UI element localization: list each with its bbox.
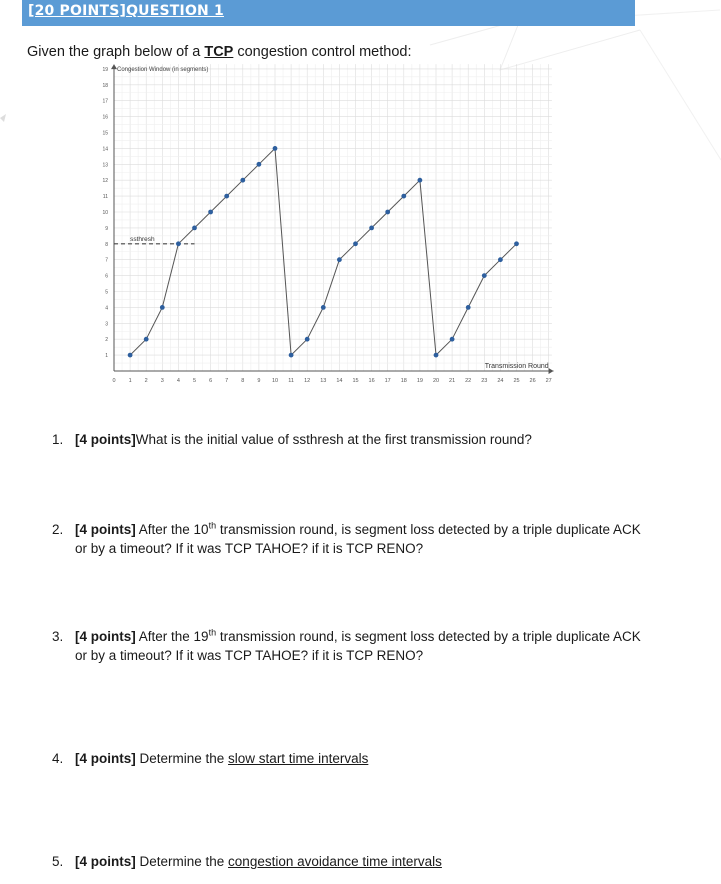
data-point: [482, 273, 487, 278]
intro-text: Given the graph below of a TCP congestion control method:: [27, 44, 412, 60]
x-tick-label: 20: [432, 378, 440, 384]
x-tick-label: 19: [416, 378, 423, 384]
x-tick-label: 3: [160, 378, 164, 384]
data-point: [305, 337, 310, 342]
y-tick-label: 10: [102, 210, 108, 216]
x-tick-label: 8: [241, 378, 245, 384]
data-point: [401, 194, 406, 199]
data-point: [498, 257, 503, 262]
data-point: [240, 178, 245, 183]
x-tick-label: 0: [112, 378, 116, 384]
x-tick-label: 24: [497, 378, 504, 384]
ssthresh-label: ssthresh: [130, 235, 155, 243]
y-tick-label: 18: [102, 82, 108, 89]
x-tick-label: 18: [400, 378, 407, 384]
x-tick-label: 11: [288, 378, 294, 384]
y-tick-label: 8: [105, 241, 108, 248]
y-tick-label: 13: [102, 162, 108, 169]
x-tick-label: 21: [449, 378, 456, 384]
congestion-window-chart: [95, 58, 565, 388]
data-point: [353, 241, 358, 246]
x-tick-label: 23: [481, 378, 488, 384]
x-tick-label: 12: [304, 378, 311, 384]
y-axis-label: Congestion Window (in segments): [117, 66, 209, 73]
x-axis-label: Transmission Round: [484, 363, 549, 370]
x-tick-label: 7: [225, 378, 229, 384]
x-tick-label: 25: [513, 378, 520, 384]
x-tick-label: 15: [352, 378, 359, 384]
y-tick-label: 11: [102, 194, 108, 201]
x-tick-label: 26: [529, 378, 536, 384]
data-point: [434, 353, 439, 358]
y-tick-label: 17: [102, 98, 108, 105]
data-point: [144, 337, 149, 342]
data-point: [160, 305, 165, 310]
section-title: [20 POINTS]QUESTION 1: [28, 3, 224, 19]
x-tick-label: 10: [271, 378, 279, 384]
x-axis-arrow: [549, 368, 554, 374]
data-point: [321, 305, 326, 310]
data-point: [208, 210, 213, 215]
data-point: [289, 353, 294, 358]
y-tick-label: 19: [102, 66, 108, 73]
data-point: [192, 226, 197, 231]
x-tick-label: 27: [545, 378, 552, 384]
x-tick-label: 4: [176, 378, 180, 384]
data-point: [466, 305, 471, 310]
y-tick-label: 6: [105, 273, 108, 280]
y-tick-label: 14: [102, 146, 108, 153]
y-tick-label: 7: [105, 257, 108, 264]
y-tick-label: 16: [102, 114, 108, 121]
data-point: [224, 194, 229, 199]
data-point: [450, 337, 455, 342]
y-tick-label: 4: [105, 305, 108, 312]
data-point: [369, 226, 374, 231]
x-tick-label: 17: [384, 378, 391, 384]
data-point: [514, 241, 519, 246]
data-point: [273, 146, 278, 151]
y-tick-label: 2: [105, 337, 108, 344]
x-tick-label: 5: [192, 378, 197, 384]
data-point: [385, 210, 390, 215]
y-tick-label: 15: [102, 130, 108, 137]
data-point: [337, 257, 342, 262]
x-tick-label: 16: [368, 378, 375, 384]
data-point: [257, 162, 262, 167]
tcp-term: TCP: [204, 44, 234, 60]
x-tick-label: 14: [336, 378, 343, 384]
x-tick-label: 6: [209, 378, 213, 384]
x-tick-label: 2: [144, 378, 148, 384]
y-tick-label: 9: [105, 225, 108, 232]
x-tick-label: 1: [128, 378, 132, 384]
data-point: [176, 241, 181, 246]
x-tick-label: 9: [257, 378, 261, 384]
data-point: [418, 178, 423, 183]
x-tick-label: 13: [320, 378, 327, 384]
y-tick-label: 5: [105, 289, 108, 296]
y-tick-label: 3: [105, 321, 108, 328]
section-header: [22, 0, 635, 26]
y-tick-label: 1: [105, 353, 108, 360]
data-point: [128, 353, 133, 358]
y-tick-label: 12: [102, 178, 108, 185]
x-tick-label: 22: [465, 378, 472, 384]
